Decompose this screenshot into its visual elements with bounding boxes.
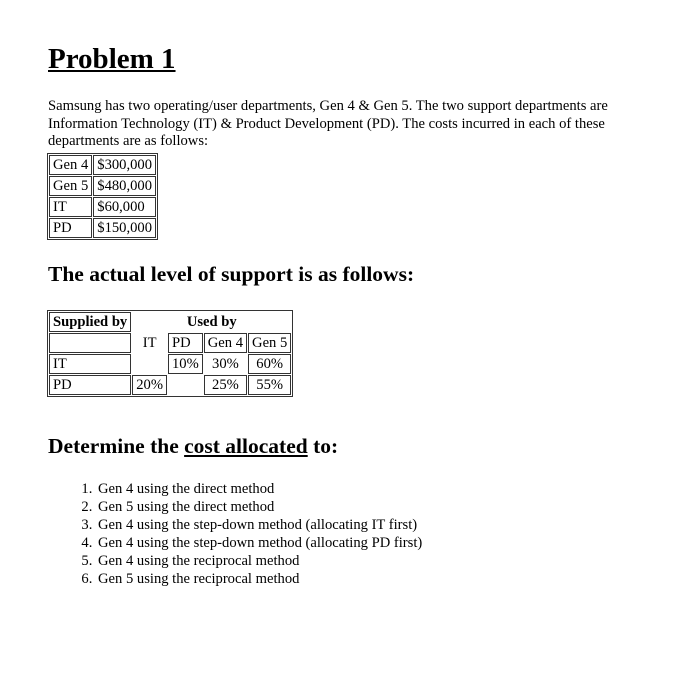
support-heading: The actual level of support is as follows: [48,262,415,286]
used-by-header: Used by [186,314,237,330]
table-row [49,354,291,374]
dept-name-cell: Gen 4 [49,155,92,175]
column-header-gen5: Gen 5 [248,333,291,353]
determine-heading-prefix: Determine the [48,434,185,458]
column-header-gen4: Gen 4 [204,333,247,353]
dept-cost-cell: $300,000 [93,155,156,175]
table-row [49,375,291,395]
problem-title: Problem 1 [48,43,176,75]
determine-heading-suffix: to: [307,434,339,458]
row-label-pd: PD [49,375,131,395]
support-cell: 60% [248,354,291,374]
support-cell [168,375,203,395]
list-item: 5. Gen 4 using the reciprocal method [96,552,422,570]
supplied-by-header: Supplied by [49,312,131,332]
list-item: 3. Gen 4 using the step-down method (allocating IT first) [96,516,422,534]
table-row [49,176,156,196]
list-item: 6. Gen 5 using the reciprocal method [96,570,422,588]
table-row [49,155,156,175]
dept-name-cell: IT [49,197,92,217]
support-cell: 30% [212,356,239,372]
table-row [49,312,291,332]
dept-name-cell: Gen 5 [49,176,92,196]
column-header-pd: PD [168,333,203,353]
dept-cost-cell: $480,000 [93,176,156,196]
table-row [49,333,291,353]
table-row [49,197,156,217]
support-cell: 25% [204,375,247,395]
empty-cell [49,333,131,353]
list-item: 1. Gen 4 using the direct method [96,480,422,498]
dept-cost-cell: $150,000 [93,218,156,238]
dept-name-cell: PD [49,218,92,238]
table-row [49,218,156,238]
support-cell: 55% [248,375,291,395]
column-header-it: IT [142,335,157,351]
support-cell [132,354,167,374]
department-cost-table [47,153,158,240]
support-cell: 20% [132,375,167,395]
dept-cost-cell: $60,000 [93,197,156,217]
support-level-table [47,310,293,397]
support-cell: 10% [168,354,203,374]
list-item: 2. Gen 5 using the direct method [96,498,422,516]
task-list [56,480,422,588]
row-label-it: IT [49,354,131,374]
list-item: 4. Gen 4 using the step-down method (allocating PD first) [96,534,422,552]
determine-heading [48,434,338,460]
intro-paragraph: Samsung has two operating/user departments, Gen 4 & Gen 5. The two support departments are Information Technology (IT) & Product Development (PD). The costs incurred in each of these departments are as follows: [48,98,608,149]
determine-heading-underlined: cost allocated [184,434,308,458]
